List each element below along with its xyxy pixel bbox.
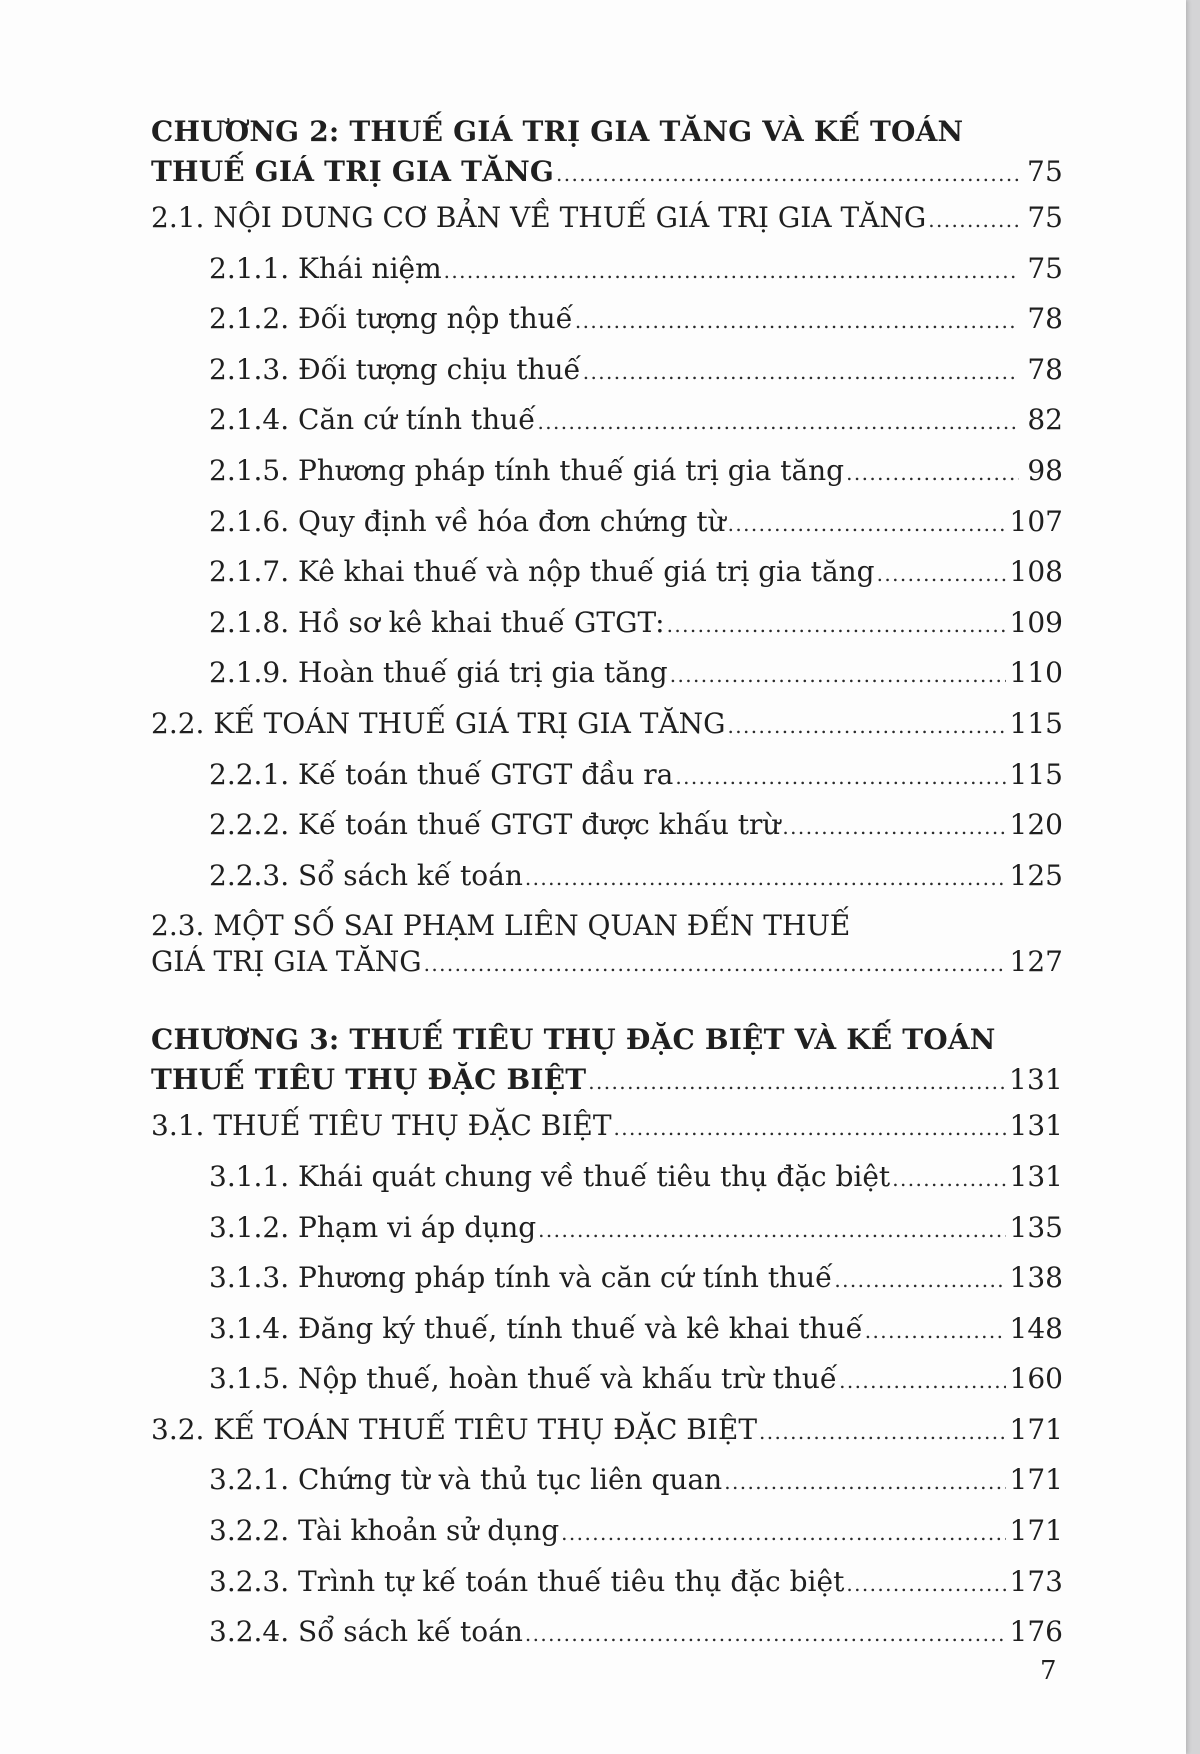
toc-entry-title: 2.2. KẾ TOÁN THUẾ GIÁ TRỊ GIA TĂNG — [151, 706, 726, 740]
toc-entry-title: 3.1.5. Nộp thuế, hoàn thuế và khấu trừ thuế — [209, 1362, 838, 1396]
dot-leader — [575, 303, 1019, 339]
toc-entry-title: 3.2.1. Chứng từ và thủ tục liên quan — [209, 1463, 723, 1497]
toc-entry-title: 2.1.7. Kê khai thuế và nộp thuế giá trị gia tăng — [209, 555, 875, 589]
toc-page-number: 176 — [1009, 1615, 1063, 1649]
dot-leader — [525, 1616, 1006, 1652]
toc-section-2-1-4[interactable] — [151, 402, 1063, 440]
dot-leader — [877, 556, 1006, 592]
toc-page-number: 131 — [1008, 1063, 1063, 1097]
toc-section-2-1-7[interactable] — [151, 554, 1063, 592]
toc-section-3-2-4[interactable] — [151, 1614, 1063, 1652]
toc-entry-title: 3.2.4. Sổ sách kế toán — [209, 1615, 523, 1649]
toc-entry-title: 3.1.2. Phạm vi áp dụng — [209, 1210, 537, 1244]
toc-entry-title: 3.1.3. Phương pháp tính và căn cứ tính thuế — [209, 1261, 833, 1295]
dot-leader — [892, 1161, 1005, 1197]
toc-page-number: 82 — [1027, 403, 1063, 437]
toc-chapter-3[interactable] — [151, 1020, 1063, 1102]
dot-leader — [561, 1515, 1005, 1551]
toc-section-2-1-1[interactable] — [151, 251, 1063, 289]
toc-entry-title: 2.2.2. Kế toán thuế GTGT được khấu trừ — [209, 808, 781, 842]
toc-entry-title: 3.2.2. Tài khoản sử dụng — [209, 1514, 560, 1548]
dot-leader — [614, 1110, 1006, 1146]
dot-leader — [928, 202, 1019, 238]
toc-entry-title: 3.2. KẾ TOÁN THUẾ TIÊU THỤ ĐẶC BIỆT — [151, 1412, 758, 1446]
toc-entry-title: 3.1.4. Đăng ký thuế, tính thuế và kê khai thuế — [209, 1311, 863, 1345]
toc-section-2-2[interactable] — [151, 706, 1063, 744]
toc-page-number: 75 — [1026, 155, 1063, 188]
toc-section-2-1-3[interactable] — [151, 352, 1063, 390]
dot-leader — [865, 1313, 1006, 1349]
dot-leader — [667, 607, 1006, 643]
dot-leader — [556, 154, 1019, 194]
toc-section-2-3-title-line1: 2.3. MỘT SỐ SAI PHẠM LIÊN QUAN ĐẾN THUẾ — [151, 909, 851, 943]
toc-page-number: 171 — [1009, 1412, 1063, 1446]
toc-page-number: 148 — [1009, 1311, 1063, 1345]
dot-leader — [846, 1566, 1005, 1602]
toc-page-number: 78 — [1027, 352, 1063, 386]
toc-page-number: 115 — [1009, 757, 1063, 791]
toc-section-2-1-5[interactable] — [151, 453, 1063, 491]
dot-leader — [588, 1062, 1005, 1102]
toc-section-3-1-3[interactable] — [151, 1260, 1063, 1298]
dot-leader — [444, 253, 1019, 289]
toc-section-3-1-1[interactable] — [151, 1159, 1063, 1197]
table-of-contents — [151, 112, 1063, 1665]
toc-page-number: 171 — [1009, 1463, 1063, 1497]
toc-section-3-1-4[interactable] — [151, 1311, 1063, 1349]
toc-section-3-2-1[interactable] — [151, 1462, 1063, 1500]
toc-page-number: 78 — [1027, 302, 1063, 336]
page-number: 7 — [1040, 1656, 1057, 1686]
toc-page-number: 138 — [1009, 1261, 1063, 1295]
toc-entry-title: 2.1.8. Hồ sơ kê khai thuế GTGT: — [209, 605, 665, 639]
dot-leader — [724, 1464, 1005, 1500]
toc-entry-title: 2.1.9. Hoàn thuế giá trị gia tăng — [209, 656, 668, 690]
toc-page-number: 120 — [1009, 808, 1063, 842]
dot-leader — [675, 759, 1005, 795]
toc-chapter-2-title-line2: THUẾ GIÁ TRỊ GIA TĂNG — [151, 155, 554, 188]
toc-chapter-3-title-line1: CHƯƠNG 3: THUẾ TIÊU THỤ ĐẶC BIỆT VÀ KẾ TOÁN — [151, 1023, 996, 1057]
toc-page-number: 75 — [1027, 251, 1063, 285]
toc-entry-title: 3.1.1. Khái quát chung về thuế tiêu thụ đặc biệt — [209, 1159, 891, 1193]
toc-entry-title: 2.2.3. Sổ sách kế toán — [209, 858, 523, 892]
toc-section-2-1-9[interactable] — [151, 655, 1063, 693]
toc-entry-title: 2.1.1. Khái niệm — [209, 251, 442, 285]
toc-page-number: 135 — [1009, 1210, 1063, 1244]
dot-leader — [782, 809, 1005, 845]
toc-section-2-3-title-line2: GIÁ TRỊ GIA TĂNG — [151, 945, 422, 979]
toc-page-number: 131 — [1009, 1159, 1063, 1193]
toc-section-2-2-1[interactable] — [151, 757, 1063, 795]
toc-page-number: 173 — [1009, 1564, 1063, 1598]
dot-leader — [839, 1363, 1005, 1399]
toc-entry-title: 3.1. THUẾ TIÊU THỤ ĐẶC BIỆT — [151, 1109, 612, 1143]
dot-leader — [727, 708, 1005, 744]
toc-section-3-2-2[interactable] — [151, 1513, 1063, 1551]
toc-entry-title: 2.1.3. Đối tượng chịu thuế — [209, 352, 581, 386]
toc-section-3-1-5[interactable] — [151, 1361, 1063, 1399]
dot-leader — [583, 354, 1019, 390]
toc-section-3-2[interactable] — [151, 1412, 1063, 1450]
toc-section-3-1[interactable] — [151, 1108, 1063, 1146]
toc-section-2-2-3[interactable] — [151, 858, 1063, 896]
dot-leader — [538, 1212, 1005, 1248]
toc-page-number: 98 — [1027, 453, 1063, 487]
dot-leader — [834, 1262, 1005, 1298]
toc-page-number: 131 — [1009, 1109, 1063, 1143]
toc-entry-title: 2.1.4. Căn cứ tính thuế — [209, 403, 536, 437]
toc-page-number: 110 — [1009, 656, 1063, 690]
dot-leader — [537, 404, 1019, 440]
toc-section-3-1-2[interactable] — [151, 1210, 1063, 1248]
toc-entry-title: 3.2.3. Trình tự kế toán thuế tiêu thụ đặc biệt — [209, 1564, 845, 1598]
toc-entry-title: 2.1. NỘI DUNG CƠ BẢN VỀ THUẾ GIÁ TRỊ GIA TĂNG — [151, 201, 927, 234]
toc-section-2-1-6[interactable] — [151, 504, 1063, 542]
toc-section-3-2-3[interactable] — [151, 1564, 1063, 1602]
toc-chapter-2[interactable] — [151, 112, 1063, 194]
dot-leader — [670, 657, 1006, 693]
toc-page-number: 125 — [1009, 858, 1063, 892]
toc-entry-title: 2.1.5. Phương pháp tính thuế giá trị gia tăng — [209, 453, 845, 487]
dot-leader — [424, 946, 1006, 982]
dot-leader — [525, 860, 1006, 896]
toc-entry-title: 2.2.1. Kế toán thuế GTGT đầu ra — [209, 757, 674, 791]
dot-leader — [728, 506, 1006, 542]
toc-page-number: 115 — [1009, 706, 1063, 740]
toc-chapter-3-title-line2: THUẾ TIÊU THỤ ĐẶC BIỆT — [151, 1063, 587, 1097]
toc-entry-title: 2.1.2. Đối tượng nộp thuế — [209, 302, 573, 336]
toc-page-number: 107 — [1009, 504, 1063, 538]
toc-section-2-1-8[interactable] — [151, 605, 1063, 643]
toc-entry-title: 2.1.6. Quy định về hóa đơn chứng từ — [209, 504, 726, 538]
toc-section-2-2-2[interactable] — [151, 807, 1063, 845]
toc-page-number: 108 — [1009, 555, 1063, 589]
toc-chapter-2-title-line1: CHƯƠNG 2: THUẾ GIÁ TRỊ GIA TĂNG VÀ KẾ TOÁN — [151, 115, 964, 148]
toc-page-number: 171 — [1009, 1514, 1063, 1548]
dot-leader — [759, 1414, 1006, 1450]
toc-page-number: 127 — [1009, 945, 1063, 979]
toc-page-number: 75 — [1027, 201, 1063, 234]
toc-section-2-1[interactable] — [151, 200, 1063, 238]
toc-section-2-3[interactable] — [151, 908, 1063, 982]
toc-page-number: 109 — [1009, 605, 1063, 639]
dot-leader — [846, 455, 1019, 491]
toc-page-number: 160 — [1009, 1362, 1063, 1396]
toc-section-2-1-2[interactable] — [151, 301, 1063, 339]
